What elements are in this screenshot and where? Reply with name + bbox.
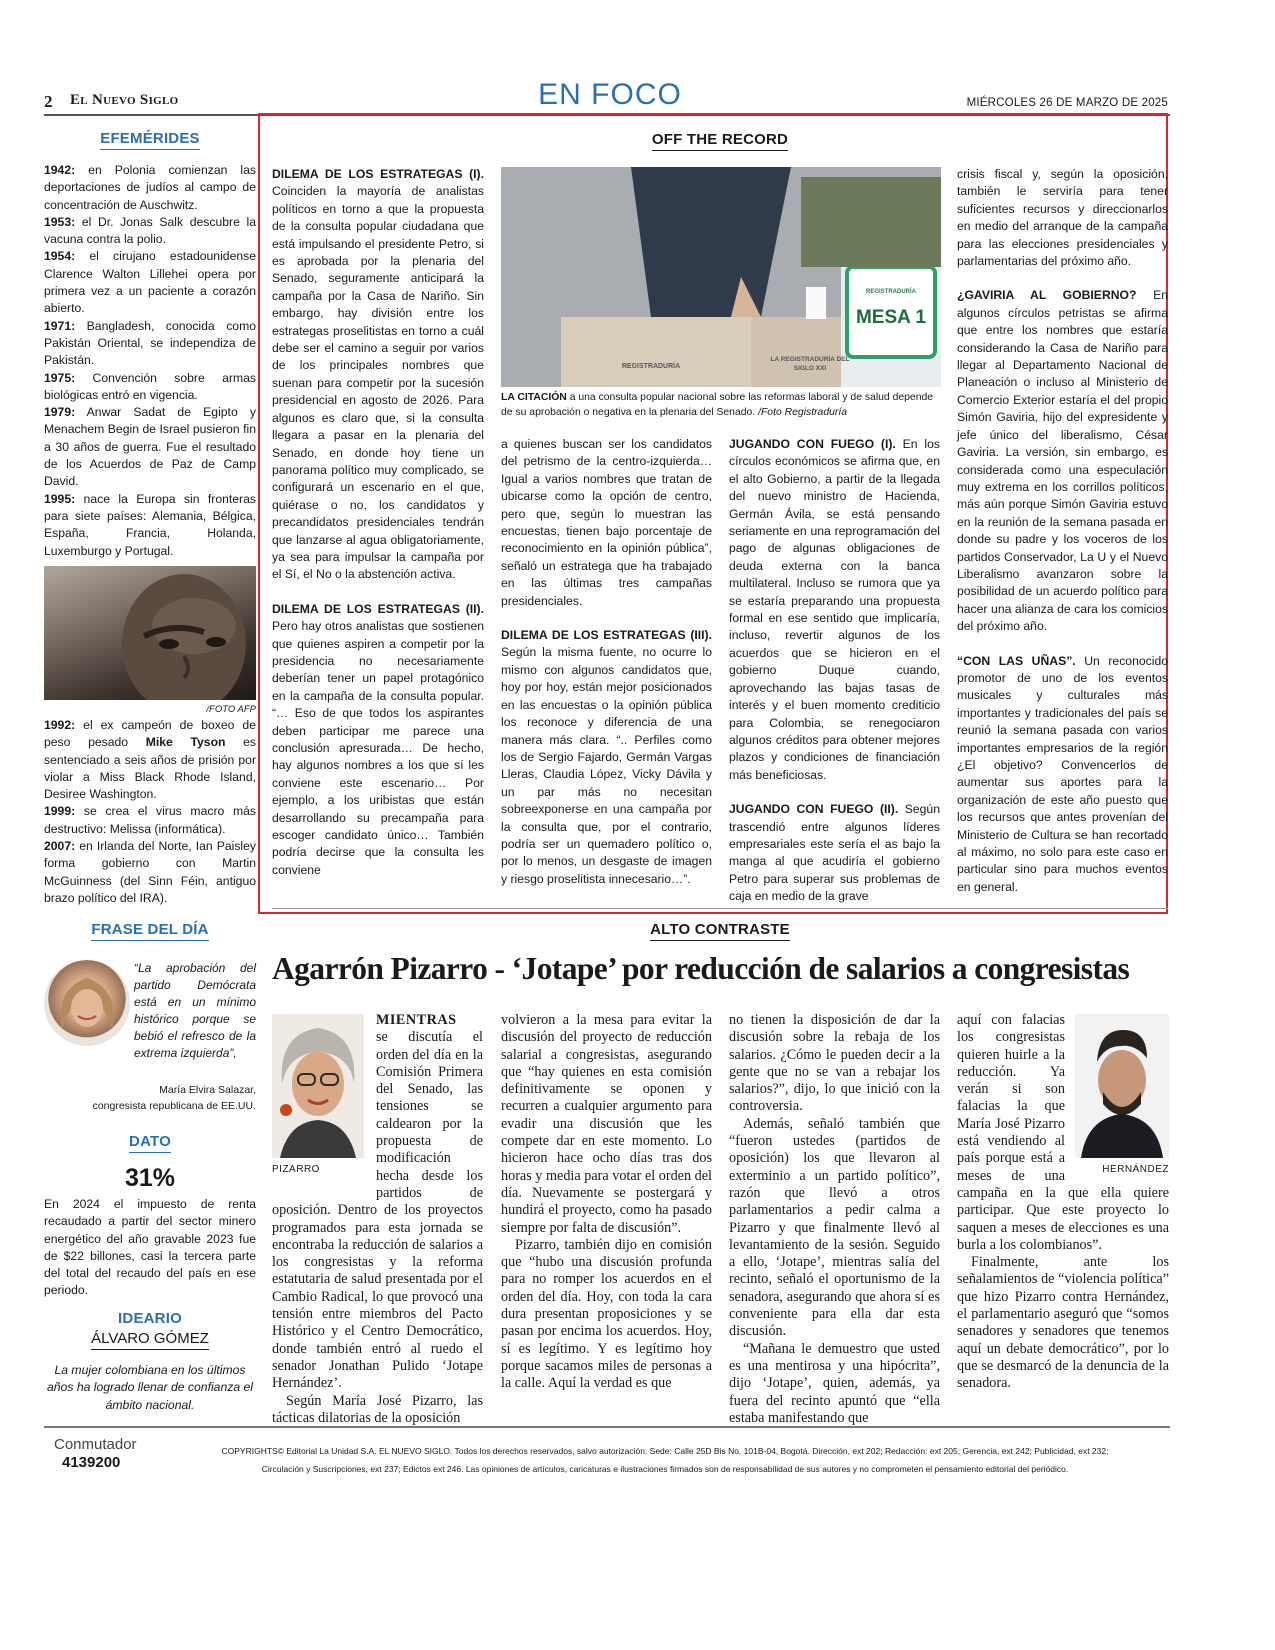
efemeride-item: 1953: el Dr. Jonas Salk descubre la vacuna contra la polio.: [44, 214, 256, 247]
footer-rule: [44, 1426, 1170, 1428]
section-title: EN FOCO: [538, 78, 682, 111]
efemerides-list-bottom: [44, 717, 256, 907]
photo-credit: /FOTO AFP: [206, 704, 256, 715]
alto-contraste-title: ALTO CONTRASTE: [620, 921, 820, 938]
ideario-title: IDEARIO: [118, 1310, 182, 1327]
salazar-avatar: [44, 960, 130, 1046]
efemeride-item: 1992: el ex campeón de boxeo de peso pesado Mike Tyson es sentenciado a seis años de prisión por violar a Miss Black Rhode Island, Desiree Washington.: [44, 718, 257, 802]
efemeride-item: 1942: en Polonia comienzan las deportaciones de judíos al campo de concentración de Auschwitz.: [44, 163, 256, 212]
otr-column-1: DILEMA DE LOS ESTRATEGAS (I). Coinciden la mayoría de analistas políticos en torno a que la propuesta de la consulta popular ciudadana que está impulsando el presidente Petro, si es aprobada por la plenaria del Senado, seguramente anticipará la campaña por la Casa de Nariño. Sin embargo, hay división entre los estrategas proselitistas en torno a cuál debe ser el camino a seguir por varios de los principales nombres que suenan para competir por la sucesión presidencial en agosto de 2026. Para algunos es claro que, si la consulta llegara a pasar en la plenaria del Senado, en donde hoy tiene un panorama político muy complicado, se configurará un escenario en el que, quiérase o no, los candidatos y precandidatos presidenciales tendrán que lanzarse al agua obligatoriamente, ya sea para impulsar la campaña por el Sí, el No o la abstención activa. DILEMA DE LOS ESTRATEGAS (II). Pero hay otros analistas que sostienen que quienes aspiren a competir por la presidencia no necesariamente deberían tener un papel protagónico en la campaña de la consulta popular. “… Eso de que todos los aspirantes deben participar me parece una conclusión apresurada… De hecho, hay algunos nombres a los que sí les conviene este escenario… Por ejemplo, a los uribistas que están desarrollando su precampaña para escoger candidato único… También podría decirse que la consulta les conviene: [272, 167, 484, 877]
tyson-photo: [44, 566, 256, 700]
footer-disclaimer: Circulación y Suscripciones, ext 237; Edictos ext 246. Las opiniones de artículos, caricaturas e ilustraciones firmados son de responsabilidad de sus autores y no comprometen el pensamiento editorial del periódico.: [261, 1464, 1069, 1474]
photo-sign-top: REGISTRADURÍA: [865, 289, 916, 295]
ideario-quote: La mujer colombiana en los últimos años ha logrado llenar de confianza el ámbito nacional.: [47, 1363, 253, 1412]
otr-column-3: JUGANDO CON FUEGO (I). En los círculos económicos se afirma que, en el alto Gobierno, a partir de la llegada del nuevo ministro de Hacienda, Germán Ávila, se está pensando seriamente en una reprogramación del pago de algunas obligaciones de deuda externa con la banca multilateral. Incluso se rumora que ya se estaría preparando una propuesta formal en ese sentido que implicaría, incluso, revertir algunos de los acuerdos que se hicieron en el gobierno Duque cuando, aprovechando las bajas tasas de interés y el buen momento crediticio para Colombia, se renegociaron algunos créditos para obtener mejores plazos y condiciones de financiación más beneficiosas. JUGANDO CON FUEGO (II). Según trascendió entre algunos líderes empresariales este sería el as bajo la manga al que acudiría el gobierno Petro para superar sus problemas de caja en medio de la grave: [729, 437, 940, 904]
dato-value: 31%: [124, 1164, 176, 1192]
efemeride-item: 1954: el cirujano estadounidense Clarence Walton Lillehei opera por primera vez a un paciente a corazón abierto.: [44, 249, 256, 316]
efemeride-item: 1979: Anwar Sadat de Egipto y Menachem Begin de Israel pusieron fin a 30 años de guerra. Fue el resultado de los Acuerdos de Paz de Camp David.: [44, 405, 256, 489]
headline: Agarrón Pizarro - ‘Jotape’ por reducción de salarios a congresistas: [272, 951, 1130, 986]
efemeride-item: 2007: en Irlanda del Norte, Ian Paisley forma gobierno con Martin McGuinness (del Sinn Féin, antiguo brazo político del IRA).: [44, 839, 256, 905]
box-label-left: REGISTRADURÍA: [621, 363, 681, 370]
box-label-right: LA REGISTRADURÍA DEL SIGLO XXI: [770, 356, 850, 372]
off-the-record-title: OFF THE RECORD: [620, 131, 820, 148]
face-silhouette-icon: [44, 566, 256, 700]
hernandez-caption: HERNÁNDEZ: [1102, 1164, 1169, 1175]
conmutador-label: Conmutador: [54, 1436, 137, 1453]
efemerides-list: [44, 162, 256, 560]
otr-column-4: crisis fiscal y, según la oposición, también le serviría para tener suficientes recursos y direccionarlos en medio del arranque de la campaña para las elecciones presidenciales y parlamentarias del próximo año. ¿GAVIRIA AL GOBIERNO? En algunos círculos petristas se afirma que entre los nombres que estaría considerando la Casa de Nariño para llegar al Departamento Nacional de Planeación o incluso al Ministerio de Comercio Exterior estaría el del propio Simón Gaviria, hijo del expresidente y jefe único del liberalismo, César Gaviria. La versión, sin embargo, es considerada como una especulación muy extrema en los corrillos políticos, más aún porque Simón Gaviria estuvo en la reunión de la semana pasada en donde su padre y los voceros de los partidos Conservador, La U y el Nuevo Liberalismo avanzaron sobre la posibilidad de un acuerdo político para hacer una alianza de cara los comicios del próximo año. “CON LAS UÑAS”. Un reconocido promotor de uno de los eventos musicales y culturales más importantes y tradicionales del país se reunió la semana pasada con varios importantes empresarios de la región ¿El objetivo? Convencerlos de aumentar sus aportes para la organización de este año puesto que los recursos que antes provenían del Ministerio de Cultura se han recortado al máximo, no solo para este caso en particular sino para muchos eventos en general.: [957, 167, 1168, 894]
dato-title: DATO: [44, 1133, 256, 1150]
ballot-box-icon: [501, 167, 941, 387]
alto-column-3: no tienen la disposición de dar la discusión sobre la rebaja de los salarios. ¿Cómo le pueden decir a la gente que no se van a rebajar los salarios?”, dijo, lo que inició con la controversia. Además, señaló también que “fueron ustedes (partidos de oposición) los que llevaron al exterminio a un partido político”, razón que llevó a otros parlamentarios a pedir calma a Pizarro y que finalmente llevó al levantamiento de la sesión. Seguido a ello, ‘Jotape’, mientras salía del recinto, señaló el oportunismo de la senadora, asegurando que ahora sí es conveniente para ella dar esta discusión. “Mañana le demuestro que usted es una mentirosa y una hipócrita”, dijo ‘Jotape’, quien, además, ya fuera del recinto apuntó que “ella estaba manifestando que: [729, 1012, 940, 1426]
efemeride-item: 1971: Bangladesh, conocida como Pakistán Oriental, se independiza de Pakistán.: [44, 318, 256, 368]
pizarro-caption: PIZARRO: [272, 1164, 320, 1175]
dato-text: En 2024 el impuesto de renta recaudado a partir del sector minero energético del año gravable 2023 fue de $22 billones, casi la tercera parte del total del recaudo del país en ese periodo.: [44, 1197, 256, 1298]
issue-date: MIÉRCOLES 26 DE MARZO DE 2025: [966, 97, 1168, 109]
conmutador-number: 4139200: [62, 1454, 121, 1471]
photo-caption: LA CITACIÓN a una consulta popular nacional sobre las reformas laboral y de salud depende de su aprobación o negativa en la plenaria del Senado. /Foto Registraduría: [501, 392, 934, 418]
alto-column-1: MIENTRAS se discutía el orden del día en la Comisión Primera del Senado, las tensiones se caldearon por la propuesta de modificación hecha desde los partidos de oposición. Dentro de los proyectos programados para esta jornada se encontraba la reducción de salarios a los congresistas y la reforma estatutaria de salud presentada por el Cambio Radical, lo que provocó una tensión entre miembros del Pacto Histórico y el Centro Democrático, donde también entró al ruedo el senador Jonathan Pulido ‘Jotape Hernández’. Según María José Pizarro, las tácticas dilatorias de la oposición: [272, 1012, 483, 1426]
alto-column-4: aquí con falacias los congresistas quieren huirle a la reducción. Ya verán si son falacias la que María José Pizarro está vendiendo al país porque está a meses de una campaña en la que ella quiere participar. Que este proyecto lo saquen a meses de elecciones es una burla a los colombianos”. Finalmente, ante los señalamientos de “violencia política” que hizo Pizarro contra Hernández, el parlamentario aseguró que “somos senadores y senadores que tenemos aquí un debate democrático”, por lo que se desmarcó de la denuncia de la senadora.: [957, 1012, 1169, 1392]
frase-title: FRASE DEL DÍA: [44, 921, 256, 938]
ideario-name: ÁLVARO GÓMEZ: [44, 1330, 256, 1347]
masthead: El Nuevo Siglo: [70, 92, 179, 108]
ballot-photo: [501, 167, 941, 387]
efemeride-item: 1999: se crea el virus macro más destructivo: Melissa (informática).: [44, 804, 256, 836]
efemeride-item: 1995: nace la Europa sin fronteras para siete países: Alemania, Bélgica, España, Francia, Holanda, Luxemburgo y Portugal.: [44, 491, 256, 558]
frase-author: María Elvira Salazar,: [159, 1084, 256, 1096]
efemerides-title: EFEMÉRIDES: [44, 130, 256, 147]
frase-role: congresista republicana de EE.UU.: [92, 1100, 256, 1112]
alto-column-2: volvieron a la mesa para evitar la discusión del proyecto de reducción salarial a congresistas, asegurando que “hay quienes en esta comisión definitivamente se oponen y recurren a cualquier argumento para evadir una discusión que les compete dar en este momento. Lo hicieron hace ocho días tras dos horas y media para votar el orden del día. Nuevamente se postergará y hundirá el proyecto, como ha pasado siempre por falta de discusión”. Pizarro, también dijo en comisión que “hubo una discusión profunda para no romper los acuerdos en el orden del día. Hoy, con toda la cara dura presentan proposiciones y se pasan por encima los acuerdos. Hoy, sí es legítimo. Y es legítimo hoy porque sacamos miles de personas a la calle. Aquí la verdad es que: [501, 1012, 712, 1392]
portrait-icon: [44, 960, 130, 1046]
alto-top-rule: [272, 908, 1168, 909]
efemeride-item: 1975: Convención sobre armas biológicas entró en vigencia.: [44, 370, 256, 402]
otr-column-2: a quienes buscan ser los candidatos del petrismo de la centro-izquierda… Igual a varios nombres que tratan de ubicarse como la opción de centro, pero que, según lo muestran las encuestas, tienen bajo porcentaje de reconocimiento en la opinión pública”, señaló un estratega que ha trabajado en las últimas tres campañas presidenciales. DILEMA DE LOS ESTRATEGAS (III). Según la misma fuente, no ocurre lo mismo con algunos candidatos que, hoy por hoy, están mejor posicionados en las encuestas o la opinión pública los reconoce y diferencia de una manera más clara. “.. Perfiles como los de Sergio Fajardo, Germán Vargas Lleras, Claudia López, Vicky Dávila y un par más no necesitan sobreexponerse en una campaña por la consulta que, por el contrario, podría ser un quemadero político o, por lo menos, un desgaste de imagen y riesgo proselitista innecesario…”.: [501, 437, 712, 886]
frase-quote: “La aprobación del partido Demócrata está en un mínimo histórico porque se bebió el refresco de la extrema izquierda”,: [134, 961, 256, 1060]
footer-copyright: COPYRIGHTS© Editorial La Unidad S.A. EL NUEVO SIGLO. Todos los derechos reservados, salvo autorización. Sede: Calle 25D Bis No. 101B-04, Bogotá. Dirección, ext 202; Redacción: ext 205; Gerencia, ext 242; Publicidad, ext 232;: [221, 1446, 1109, 1456]
page-number: 2: [44, 92, 53, 111]
photo-sign: MESA 1: [855, 307, 927, 328]
